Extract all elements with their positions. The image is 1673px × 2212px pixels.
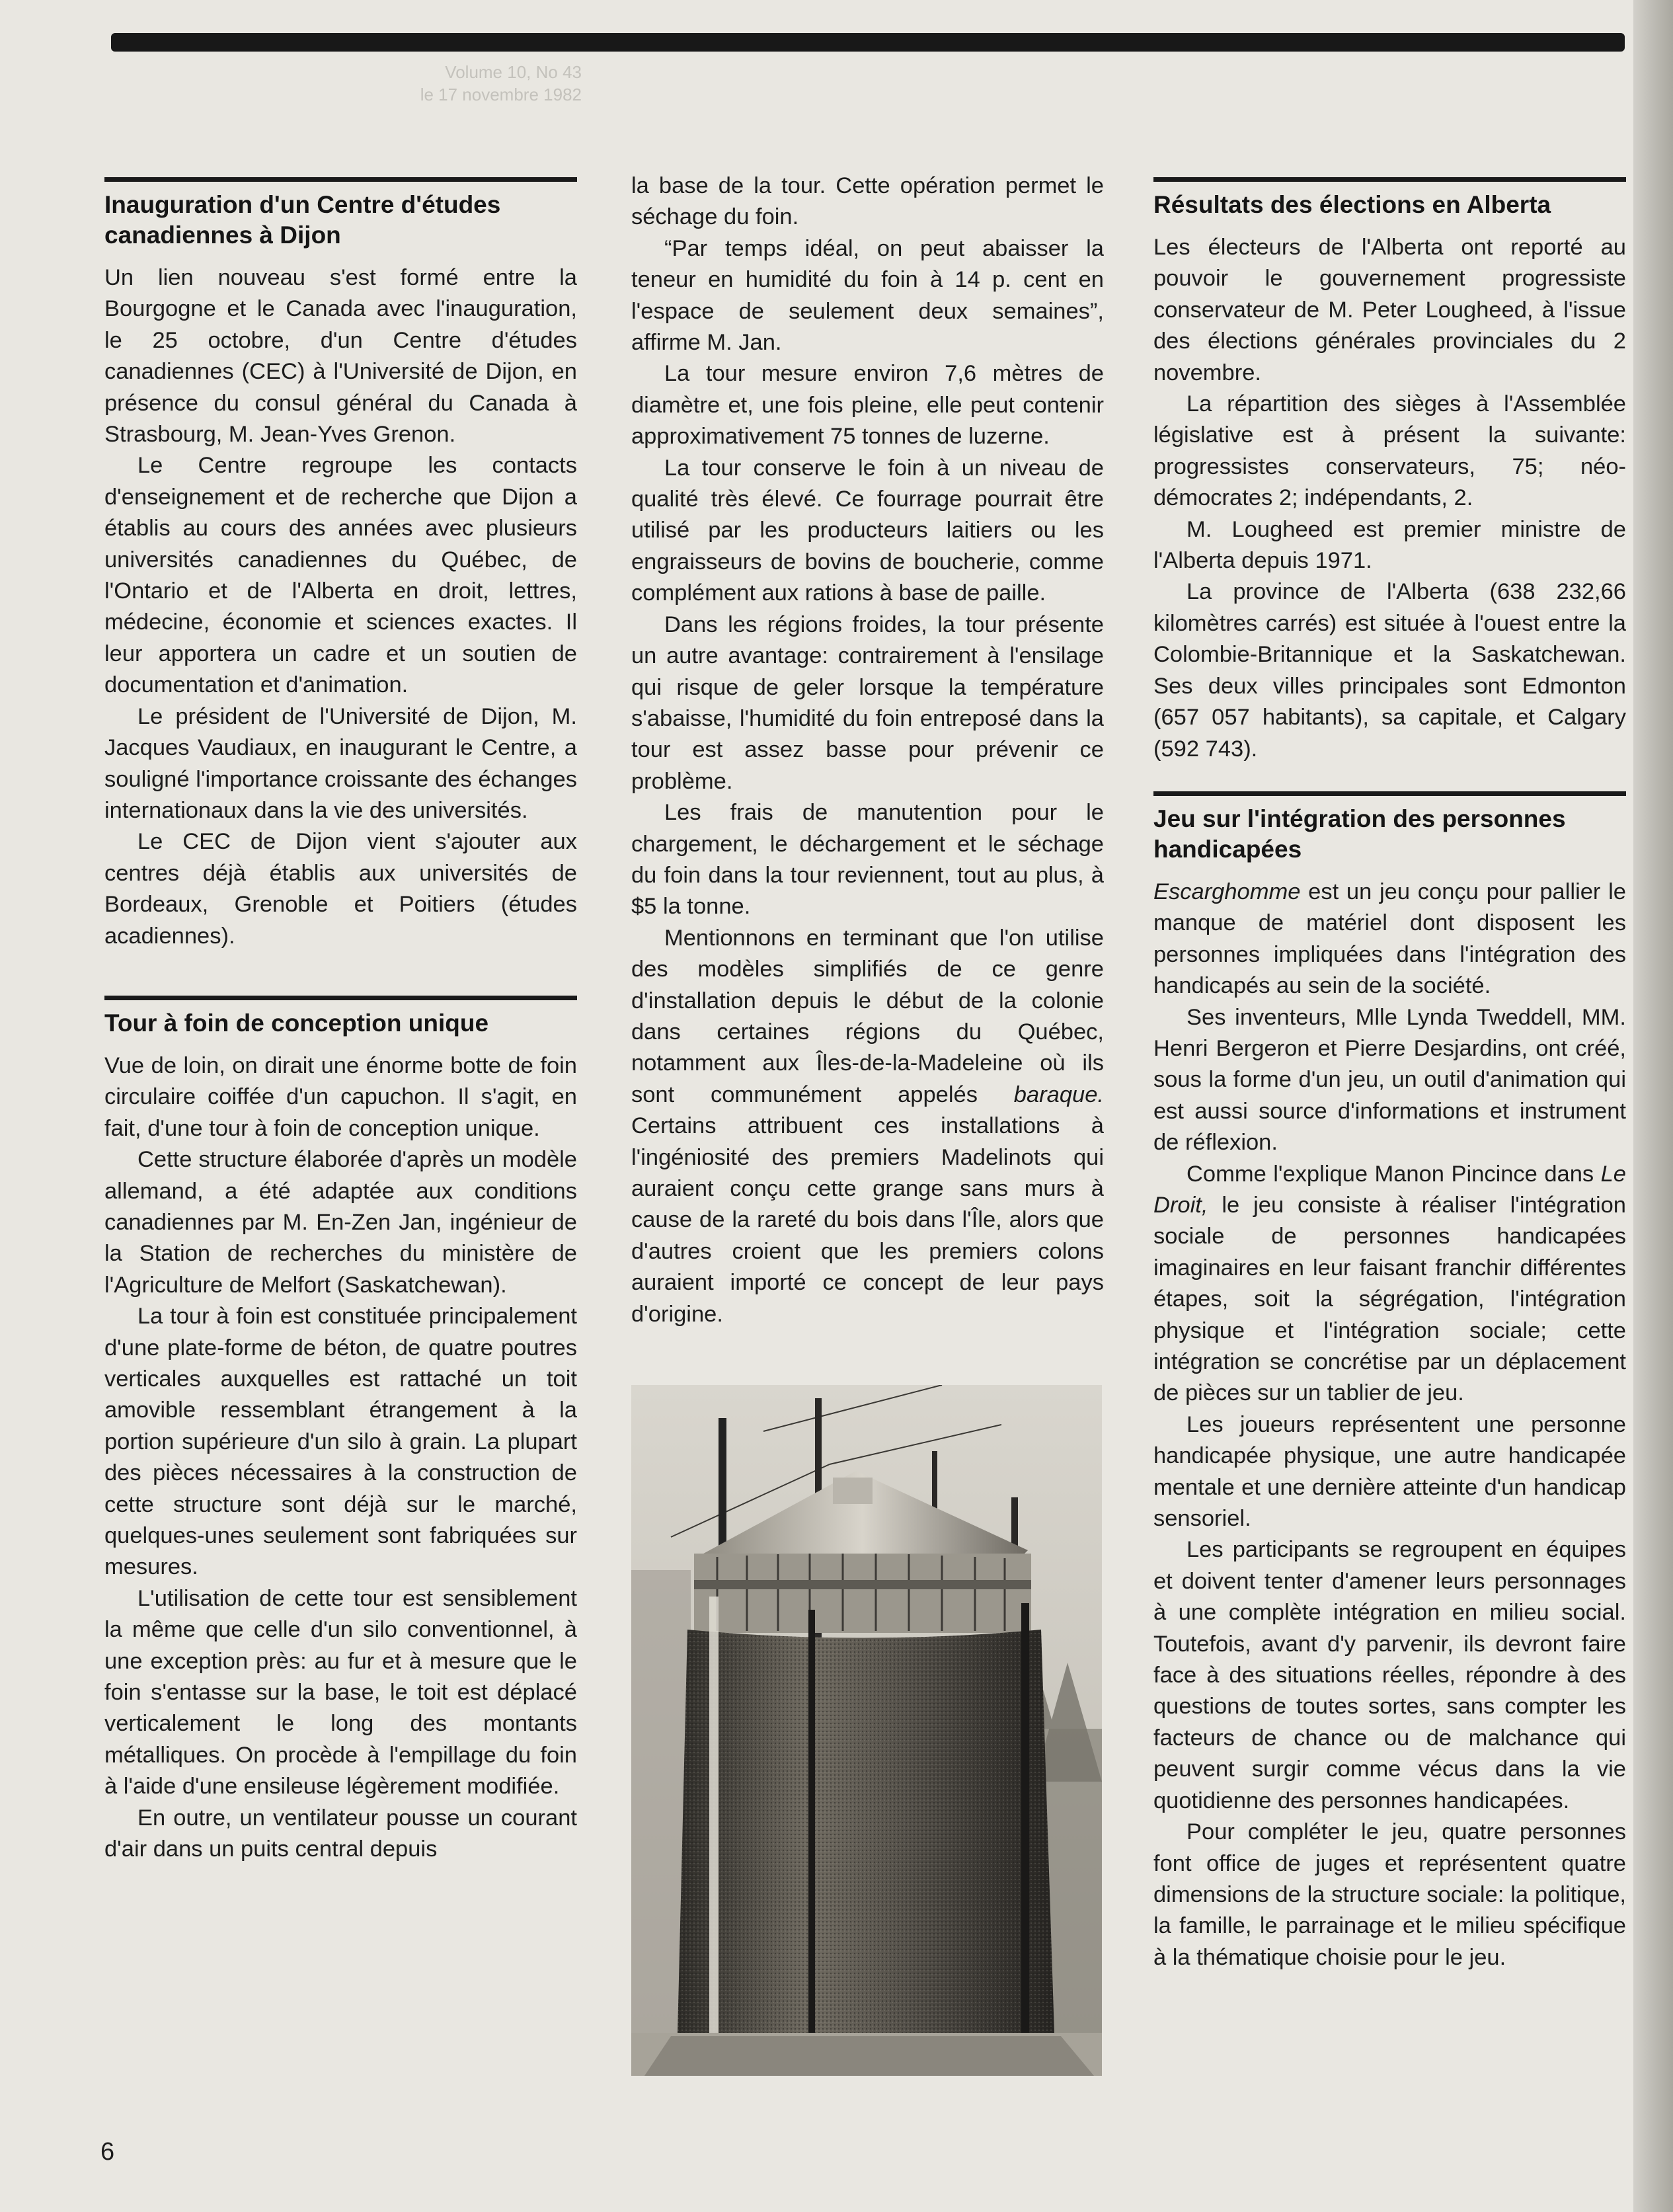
paragraph: Mentionnons en terminant que l'on utilise des modèles simplifiés de ce genre d'installation depuis le début de la colonie dans certaines régions du Québec, notamment aux Îles-de-la-Madeleine où ils sont communément appelés baraque. Certains attribuent ces installations à l'ingéniosité des premiers Madelinots qui auraient conçu cette grange sans murs à cause de la rareté du bois dans l'Île, alors que d'autres croient que les premiers colons auraient importé ce concept de leur pays d'origine. [631,925,1104,1327]
section-rule [1153,791,1626,796]
paragraph: La tour conserve le foin à un niveau de qualité très élevé. Ce fourrage pourrait être utilisé par les producteurs laitiers ou les engraisseurs de bovins de boucherie, comme complément aux rations à base de paille. [631,455,1104,606]
hay-tower-photo [631,1385,1102,2076]
paragraph: La tour mesure environ 7,6 mètres de diamètre et, une fois pleine, elle peut contenir approximativement 75 tonnes de luzerne. [631,361,1104,450]
paragraph: Les électeurs de l'Alberta ont reporté au pouvoir le gouvernement progressiste conservateur de M. Peter Lougheed, à l'issue des élections générales provinciales du 2 novembre. [1153,235,1626,385]
header-rule [111,33,1625,52]
paragraph: En outre, un ventilateur pousse un courant d'air dans un puits central depuis [104,1805,577,1862]
bleed-through-text: Volume 10, No 43 le 17 novembre 1982 [420,62,582,104]
column-1 [104,177,577,1866]
article-title-jeu-integration: Jeu sur l'intégration des personnes handicapées [1153,805,1566,863]
paragraph: la base de la tour. Cette opération permet le séchage du foin. [631,173,1104,230]
paragraph: La répartition des sièges à l'Assemblée législative est à présent la suivante: progressistes conservateurs, 75; néo-démocrates 2; indépendants, 2. [1153,391,1626,511]
page-number: 6 [100,2138,115,2166]
paragraph: Un lien nouveau s'est formé entre la Bourgogne et le Canada avec l'inauguration, le 25 octobre, d'un Centre d'études canadiennes (CEC) à l'Université de Dijon, en présence du consul général du Canada à Strasbourg, M. Jean-Yves Grenon. [104,265,577,448]
column-3 [1153,177,1626,1973]
paragraph: “Par temps idéal, on peut abaisser la teneur en humidité du foin à 14 p. cent en l'espace de seulement deux semaines”, affirme M. Jan. [631,235,1104,356]
paragraph: Ses inventeurs, Mlle Lynda Tweddell, MM. Henri Bergeron et Pierre Desjardins, ont créé, sous la forme d'un jeu, un outil d'animation qui est aussi source d'informations et instrument de réflexion. [1153,1004,1626,1156]
column-2 [631,171,1104,1330]
paragraph: Le Centre regroupe les contacts d'enseignement et de recherche que Dijon a établis au cours des années avec plusieurs universités canadiennes du Québec, de l'Ontario et de l'Alberta en droit, lettres, médecine, économie et sciences exactes. Il leur apportera un cadre et un soutien de documentation et d'animation. [104,453,577,698]
section-rule [104,177,577,182]
paragraph: Le président de l'Université de Dijon, M. Jacques Vaudiaux, en inaugurant le Centre, a souligné l'importance croissante des échanges internationaux dans la vie des universités. [104,703,577,823]
paragraph: Dans les régions froides, la tour présente un autre avantage: contrairement à l'ensilage qui risque de geler lorsque la température s'abaisse, l'humidité du foin entreposé dans la tour est assez basse pour prévenir ce problème. [631,612,1104,794]
page-edge-shadow [1633,0,1673,2212]
paragraph: Les participants se regroupent en équipes et doivent tenter d'amener leurs personnages à une complète intégration en milieu social. Toutefois, avant d'y parvenir, ils devront faire face à des situations réelles, répondre à des questions de toutes sortes, sans compter les facteurs de chance ou de malchance qui peuvent surgir comme vécus dans la vie quotidienne des personnes handicapées. [1153,1537,1626,1813]
paragraph: Vue de loin, on dirait une énorme botte de foin circulaire coiffée d'un capuchon. Il s'agit, en fait, d'une tour à foin de conception unique. [104,1052,577,1141]
paragraph: M. Lougheed est premier ministre de l'Alberta depuis 1971. [1153,516,1626,574]
article-title-tour-a-foin: Tour à foin de conception unique [104,1009,489,1037]
article-title-elections-alberta: Résultats des élections en Alberta [1153,191,1551,218]
paragraph: Escarghomme est un jeu conçu pour pallier le manque de matériel dont disposent les personnes impliquées dans l'intégration des handicapés au sein de la société. [1153,879,1626,999]
paragraph: Le CEC de Dijon vient s'ajouter aux centres déjà établis aux universités de Bordeaux, Grenoble et Poitiers (études acadiennes). [104,829,577,949]
paragraph: Pour compléter le jeu, quatre personnes font office de juges et représentent quatre dimensions de la structure sociale: la politique, la famille, le parrainage et le milieu spécifique à la thématique choisie pour le jeu. [1153,1819,1626,1970]
paragraph: Comme l'explique Manon Pincince dans Le Droit, le jeu consiste à réaliser l'intégration sociale de personnes handicapées imaginaires en leur faisant franchir différentes étapes, soit la ségrégation, l'intégration physique et l'intégration sociale; cette intégration se concrétise par un déplacement de pièces sur un tablier de jeu. [1153,1161,1626,1406]
paragraph: Cette structure élaborée d'après un modèle allemand, a été adaptée aux conditions canadiennes par M. En-Zen Jan, ingénieur de la Station de recherches du ministère de l'Agriculture de Melfort (Saskatchewan). [104,1147,577,1298]
paragraph: Les frais de manutention pour le chargement, le déchargement et le séchage du foin dans la tour reviennent, tout au plus, à $5 la tonne. [631,800,1104,920]
section-rule [104,996,577,1000]
paragraph: La tour à foin est constituée principalement d'une plate-forme de béton, de quatre poutres verticales auxquelles est rattaché un toit amovible ressemblant étrangement à la portion supérieure d'un silo à grain. La plupart des pièces nécessaires à la construction de cette structure sont déjà sur le marché, quelques-unes seulement sont fabriquées sur mesures. [104,1304,577,1580]
paragraph: Les joueurs représentent une personne handicapée physique, une autre handicapée mentale et une dernière atteinte d'un handicap sensoriel. [1153,1411,1626,1532]
article-title-dijon: Inauguration d'un Centre d'études canadiennes à Dijon [104,191,501,249]
section-rule [1153,177,1626,182]
paragraph: L'utilisation de cette tour est sensiblement la même que celle d'un silo conventionnel, à une exception près: au fur et à mesure que le foin s'entasse sur la base, le toit est déplacé verticalement le long des montants métalliques. On procède à l'empillage du foin à l'aide d'une ensileuse légèrement modifiée. [104,1585,577,1799]
paragraph: La province de l'Alberta (638 232,66 kilomètres carrés) est située à l'ouest entre la Colombie-Britannique et la Saskatchewan. Ses deux villes principales sont Edmonton (657 057 habitants), sa capitale, et Calgary (592 743). [1153,579,1626,762]
